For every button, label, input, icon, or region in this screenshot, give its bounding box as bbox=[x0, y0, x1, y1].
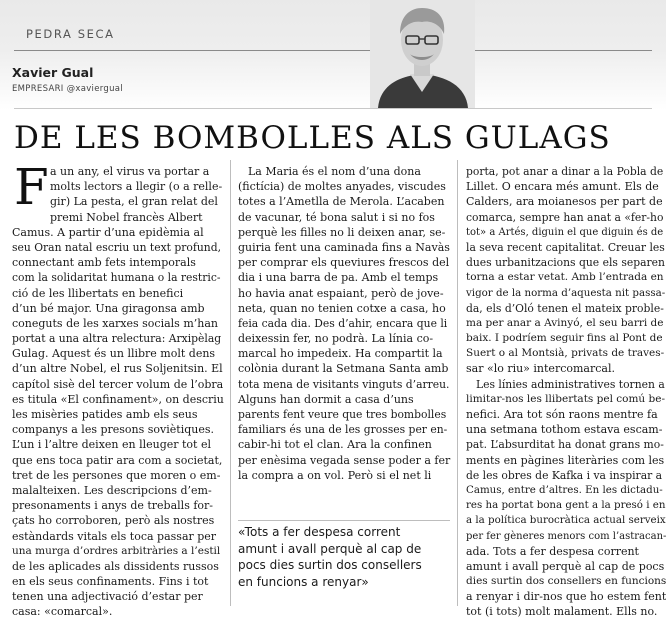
text-line: feia cada dia. Des d’ahir, encara que li bbox=[238, 316, 448, 330]
text-line: la seva recent capitalitat. Creuar les bbox=[466, 240, 665, 254]
text-line: per fer gèneres menors com l’astracan- bbox=[466, 530, 666, 542]
text-line: ments en pàgines literàries com les bbox=[466, 453, 665, 467]
pull-quote-rule bbox=[238, 520, 450, 521]
text-line: baix. I podríem seguir fins al Pont de bbox=[466, 332, 663, 345]
text-line: da, els d’Oló tenen el mateix proble- bbox=[466, 301, 664, 315]
text-line: nefici. Ara tot són raons mentre fa bbox=[466, 408, 658, 421]
text-line: torna a estar vetat. Amb l’entrada en bbox=[466, 271, 664, 284]
text-line: a renyar i dir-nos que ho estem fent bbox=[466, 590, 666, 604]
text-line: presonaments i anys de treballs for- bbox=[12, 499, 214, 513]
text-line: es titula «El confinament», on descriu bbox=[12, 392, 224, 406]
text-line: malalteixen. Les descripcions d’em- bbox=[12, 483, 212, 497]
text-line: tota mena de visitants vinguts d’arreu. bbox=[238, 377, 450, 391]
text-line: Suert o al Montsià, privats de traves- bbox=[466, 347, 665, 360]
text-line: una murga d’ordres arbitràries a l’estil bbox=[12, 544, 221, 557]
text-line: seu Oran natal escriu un text profund, bbox=[12, 240, 222, 254]
text-line: com la solidaritat humana o la restric- bbox=[12, 271, 221, 285]
text-line: portat a una altra relectura: Arxipèlag bbox=[12, 332, 222, 346]
text-line: pat. L’absurditat ha donat grans mo- bbox=[466, 438, 664, 452]
text-line: connectant amb fets intemporals bbox=[12, 256, 196, 270]
section-label: PEDRA SECA bbox=[26, 27, 115, 41]
text-line: coneguts de les xarxes socials m’han bbox=[12, 316, 218, 330]
text-line: tot» a Artés, diguin el que diguin és de bbox=[466, 226, 664, 238]
text-line: Alguns han dormit a casa d’uns bbox=[238, 392, 414, 406]
text-line: deixessin fer, no podrà. La línia co- bbox=[238, 332, 434, 346]
text-line: neta, quan no tenien cotxe a casa, ho bbox=[238, 301, 446, 315]
text-line: perquè les filles no li deixen anar, se- bbox=[238, 225, 446, 239]
author-role: EMPRESARI @xaviergual bbox=[12, 84, 123, 94]
text-line: capítol sisè del tercer volum de l’obra bbox=[12, 377, 224, 391]
text-line: de vacunar, té bona salut i si no fos bbox=[238, 210, 435, 224]
text-line: sar «lo riu» intercomarcal. bbox=[466, 362, 615, 376]
article-column-2 bbox=[238, 164, 450, 483]
author-name: Xavier Gual bbox=[12, 65, 94, 80]
text-line: de les aplicades als dissidents russos bbox=[12, 559, 219, 573]
text-line: per comprar els queviures frescos del bbox=[238, 256, 450, 270]
text-line: dies surtin dos consellers en funcions bbox=[466, 575, 666, 588]
text-line: tenen una adjectivació d’estar per bbox=[12, 590, 203, 604]
headline-divider bbox=[14, 108, 652, 109]
text-line: porta, pot anar a dinar a la Pobla de bbox=[466, 165, 664, 178]
text-line: molts lectors a llegir (o a relle- bbox=[50, 180, 223, 194]
text-line: companys a les presons soviètiques. bbox=[12, 423, 215, 437]
text-line: L’un i l’altre deixen en lleuger tot el bbox=[12, 438, 211, 452]
text-line: estàndards vitals els toca passar per bbox=[12, 529, 217, 543]
text-line: res ha portat bona gent a la presó i en bbox=[466, 499, 666, 512]
text-line: totes a l’Ametlla de Merola. L’acaben bbox=[238, 195, 445, 209]
text-line: ma per anar a Avinyó, el seu barri de bbox=[466, 316, 664, 329]
text-line: colònia durant la Setmana Santa amb bbox=[238, 362, 449, 376]
text-line: Gulag. Aquest és un llibre molt dens bbox=[12, 347, 216, 361]
pull-quote bbox=[238, 524, 450, 590]
text-line: ció de les llibertats en benefici bbox=[12, 286, 184, 300]
text-line: familiars és una de les grosses per en- bbox=[238, 423, 448, 437]
text-line: guiria fent una caminada fins a Navàs bbox=[238, 240, 450, 254]
text-line: Calders, ara moianesos per part de bbox=[466, 195, 663, 209]
article-column-1 bbox=[12, 158, 224, 620]
text-line: Les línies administratives tornen a bbox=[476, 377, 665, 391]
pull-quote-line: «Tots a fer despesa corrent bbox=[238, 525, 401, 539]
text-line: d’un bé major. Una giragonsa amb bbox=[12, 301, 205, 315]
text-line: çats ho corroboren, però als nostres bbox=[12, 514, 215, 528]
text-line: per enèsima vegada sense poder a fer bbox=[238, 453, 451, 467]
header-divider bbox=[14, 50, 652, 51]
text-line: premi Nobel francès Albert bbox=[50, 210, 203, 224]
text-line: en els seus confinaments. Fins i tot bbox=[12, 575, 209, 589]
text-line: ada. Tots a fer despesa corrent bbox=[466, 544, 639, 558]
column-rule bbox=[230, 160, 231, 606]
text-line: les misèries patides amb els seus bbox=[12, 408, 198, 421]
text-line: limitar-nos les llibertats pel comú be- bbox=[466, 392, 666, 405]
text-line: gir) La pesta, el gran relat del bbox=[50, 195, 218, 209]
text-line: dues urbanitzacions que els separen bbox=[466, 256, 665, 270]
pull-quote-line: en funcions a renyar» bbox=[238, 574, 369, 589]
text-line: tot (i tots) molt malament. Ells no. bbox=[466, 605, 658, 619]
text-line: Camus, entre d’altres. En les dictadu- bbox=[466, 483, 663, 496]
text-line: tret de les persones que moren o em- bbox=[12, 468, 221, 482]
text-line: Camus. A partir d’una epidèmia al bbox=[12, 225, 204, 239]
text-line: ho havia anat espaiant, però de jove- bbox=[238, 286, 444, 300]
text-line: La Maria és el nom d’una dona bbox=[248, 165, 421, 178]
article-column-3 bbox=[466, 164, 666, 620]
column-rule bbox=[457, 160, 458, 606]
text-line: de les obres de Kafka i va inspirar a bbox=[466, 468, 663, 482]
text-line: parents fent veure que tres bombolles bbox=[238, 408, 447, 421]
text-line: Lillet. O encara més amunt. Els de bbox=[466, 180, 659, 194]
text-line: marcal ho impedeix. Ha compartit la bbox=[238, 347, 443, 361]
author-portrait bbox=[370, 0, 475, 108]
text-line: que ens toca patir ara com a societat, bbox=[12, 453, 223, 467]
text-line: vigor de la norma d’aquesta nit passa- bbox=[466, 286, 666, 299]
headline: DE LES BOMBOLLES ALS GULAGS bbox=[14, 120, 611, 156]
text-line: cabir-hi tot el clan. Ara la confinen bbox=[238, 438, 432, 452]
text-line: a la política burocràtica actual serveix bbox=[466, 514, 666, 527]
text-line: a un any, el virus va portar a bbox=[50, 165, 210, 178]
text-line: amunt i avall perquè al cap de pocs bbox=[466, 559, 665, 573]
pull-quote-line: pocs dies surtin dos consellers bbox=[238, 558, 422, 572]
drop-cap: F bbox=[14, 158, 49, 216]
pull-quote-line: amunt i avall perquè al cap de bbox=[238, 541, 422, 556]
text-line: (fictícia) de moltes anyades, viscudes bbox=[238, 180, 446, 194]
text-line: comarca, sempre han anat a «fer-ho bbox=[466, 210, 664, 224]
text-line: casa: «comarcal». bbox=[12, 605, 113, 619]
text-line: d’un altre Nobel, el rus Soljenitsin. El bbox=[12, 362, 223, 376]
text-line: una setmana tothom estava escam- bbox=[466, 423, 663, 437]
text-line: dia i una barra de pa. Amb el temps bbox=[238, 271, 439, 285]
text-line: la compra a on vol. Però si el net li bbox=[238, 468, 432, 482]
